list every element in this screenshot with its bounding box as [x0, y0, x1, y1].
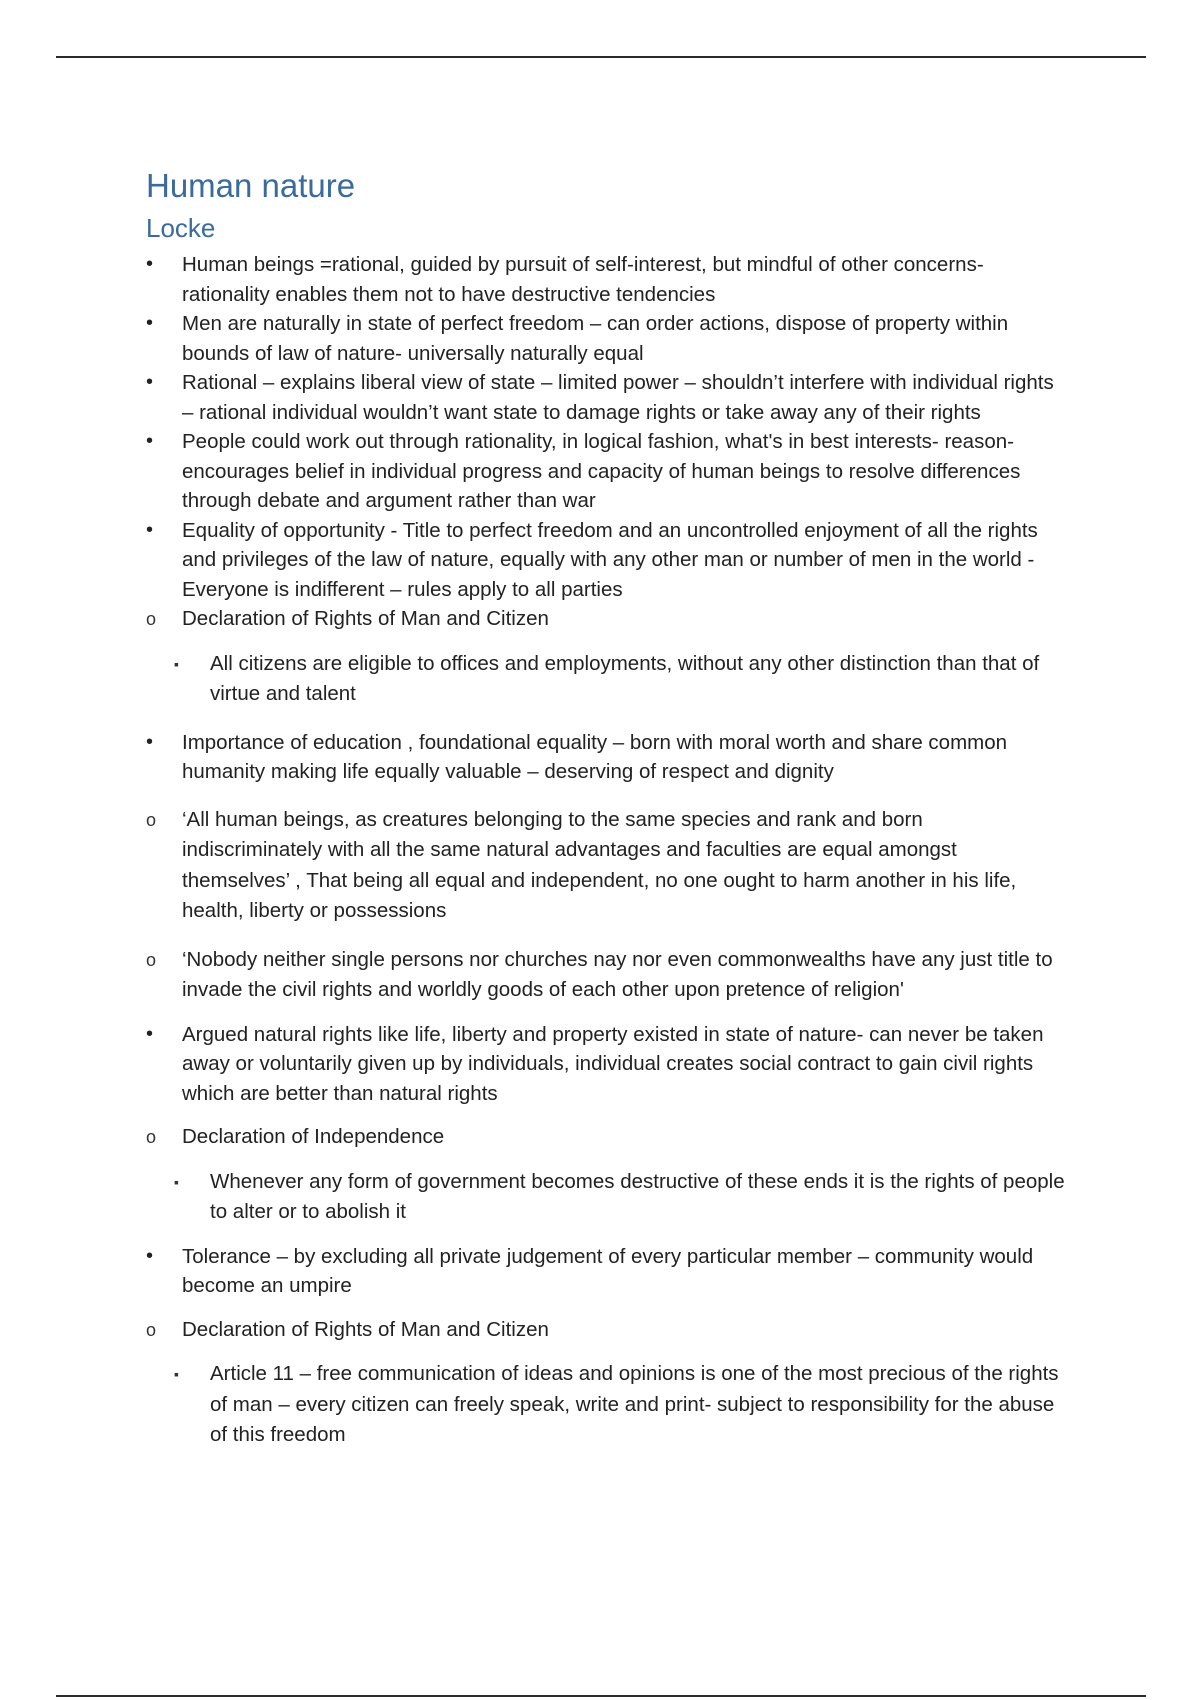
list-item [146, 728, 1066, 787]
document-body [146, 162, 1066, 1451]
spacer [146, 710, 1066, 728]
circle-bullet-icon: o [146, 1319, 157, 1340]
list-item-text: Tolerance – by excluding all private judgement of every particular member – community would become an umpire [182, 1244, 1034, 1297]
sub-item-text: Declaration of Rights of Man and Citizen [182, 607, 549, 630]
spacer [146, 1006, 1066, 1020]
spacer [146, 1228, 1066, 1242]
circle-bullet-icon: o [146, 809, 157, 830]
spacer [146, 1153, 1066, 1167]
list-item-text: Importance of education , foundational equality – born with moral worth and share common humanity making life equally valuable – deserving of respect and dignity [182, 730, 1008, 783]
square-bullet-icon: ▪ [174, 655, 179, 672]
main-list [146, 250, 1066, 1451]
sub-item-text: Declaration of Independence [182, 1125, 445, 1148]
bullet-icon: • [146, 518, 154, 541]
bullet-icon: • [146, 253, 154, 275]
bullet-icon: • [146, 1022, 154, 1045]
circle-bullet-icon: o [146, 949, 157, 970]
list-item [146, 516, 1066, 605]
footer-rule [56, 1695, 1146, 1697]
bullet-icon: • [146, 1244, 154, 1267]
spacer [146, 1108, 1066, 1122]
bullet-icon: • [146, 371, 154, 393]
list-item [146, 1242, 1066, 1301]
sub-list-item [102, 604, 1066, 635]
sub-sub-item-text: All citizens are eligible to offices and employments, without any other distinction than that of virtue and talent [210, 651, 1040, 705]
spacer [146, 1345, 1066, 1359]
sub-list-item [102, 805, 1066, 927]
bullet-icon: • [146, 430, 154, 452]
sub-sub-list-item [102, 1167, 1066, 1228]
list-item [146, 427, 1066, 516]
sub-list-item [102, 945, 1066, 1006]
sub-sub-item-text: Article 11 – free communication of ideas and opinions is one of the most precious of the rights of man – every citizen can freely speak, write and print- subject to responsibility for the abuse of this freedom [210, 1362, 1059, 1446]
spacer [146, 787, 1066, 805]
spacer [146, 1301, 1066, 1315]
sub-sub-item-text: Whenever any form of government becomes destructive of these ends it is the rights of people to alter or to abolish it [210, 1169, 1065, 1223]
list-item [146, 368, 1066, 427]
sub-sub-list-item [102, 1359, 1066, 1451]
sub-item-text: ‘Nobody neither single persons nor churches nay nor even commonwealths have any just title to invade the civil rights and worldly goods of each other upon pretence of religion' [182, 947, 1053, 1001]
list-item-text: Argued natural rights like life, liberty and property existed in state of nature- can never be taken away or voluntarily given up by individuals, individual creates social contract to gain civil rights which are better than natural rights [182, 1022, 1044, 1105]
list-item-text: Men are naturally in state of perfect freedom – can order actions, dispose of property within bounds of law of nature- universally naturally equal [182, 312, 1009, 365]
sub-item-text: ‘All human beings, as creatures belonging to the same species and rank and born indiscriminately with all the same natural advantages and faculties are equal amongst themselves’ , That being all equal and independent, no one ought to harm another in his life, health, liberty or possessions [182, 807, 1017, 922]
square-bullet-icon: ▪ [174, 1173, 179, 1190]
subheading-locke: Locke [146, 213, 216, 243]
bullet-icon: • [146, 312, 154, 334]
sub-sub-list-item [102, 649, 1066, 710]
sub-list-item [102, 1122, 1066, 1153]
sub-item-text: Declaration of Rights of Man and Citizen [182, 1317, 549, 1341]
list-item [146, 1020, 1066, 1109]
spacer [146, 927, 1066, 945]
heading-human-nature: Human nature [146, 167, 356, 204]
list-item-text: Rational – explains liberal view of state – limited power – shouldn’t interfere with individual rights – rational individual wouldn’t want state to damage rights or take away any of their rights [182, 371, 1054, 424]
list-item [146, 250, 1066, 309]
list-item-text: People could work out through rationality, in logical fashion, what's in best interests- reason- encourages belief in individual progress and capacity of human beings to resolve differences through debate and argument rather than war [182, 430, 1021, 512]
bullet-icon: • [146, 730, 154, 753]
list-item-text: Human beings =rational, guided by pursuit of self-interest, but mindful of other concerns- rationality enables them not to have destructive tendencies [182, 253, 984, 306]
list-item-text: Equality of opportunity - Title to perfect freedom and an uncontrolled enjoyment of all the rights and privileges of the law of nature, equally with any other man or number of men in the world - Everyone is indifferent – rules apply to all parties [182, 518, 1038, 601]
square-bullet-icon: ▪ [174, 1366, 179, 1382]
circle-bullet-icon: o [146, 609, 157, 629]
list-item [146, 309, 1066, 368]
spacer [146, 635, 1066, 649]
sub-list-item [102, 1315, 1066, 1346]
header-rule [56, 56, 1146, 58]
circle-bullet-icon: o [146, 1127, 157, 1147]
